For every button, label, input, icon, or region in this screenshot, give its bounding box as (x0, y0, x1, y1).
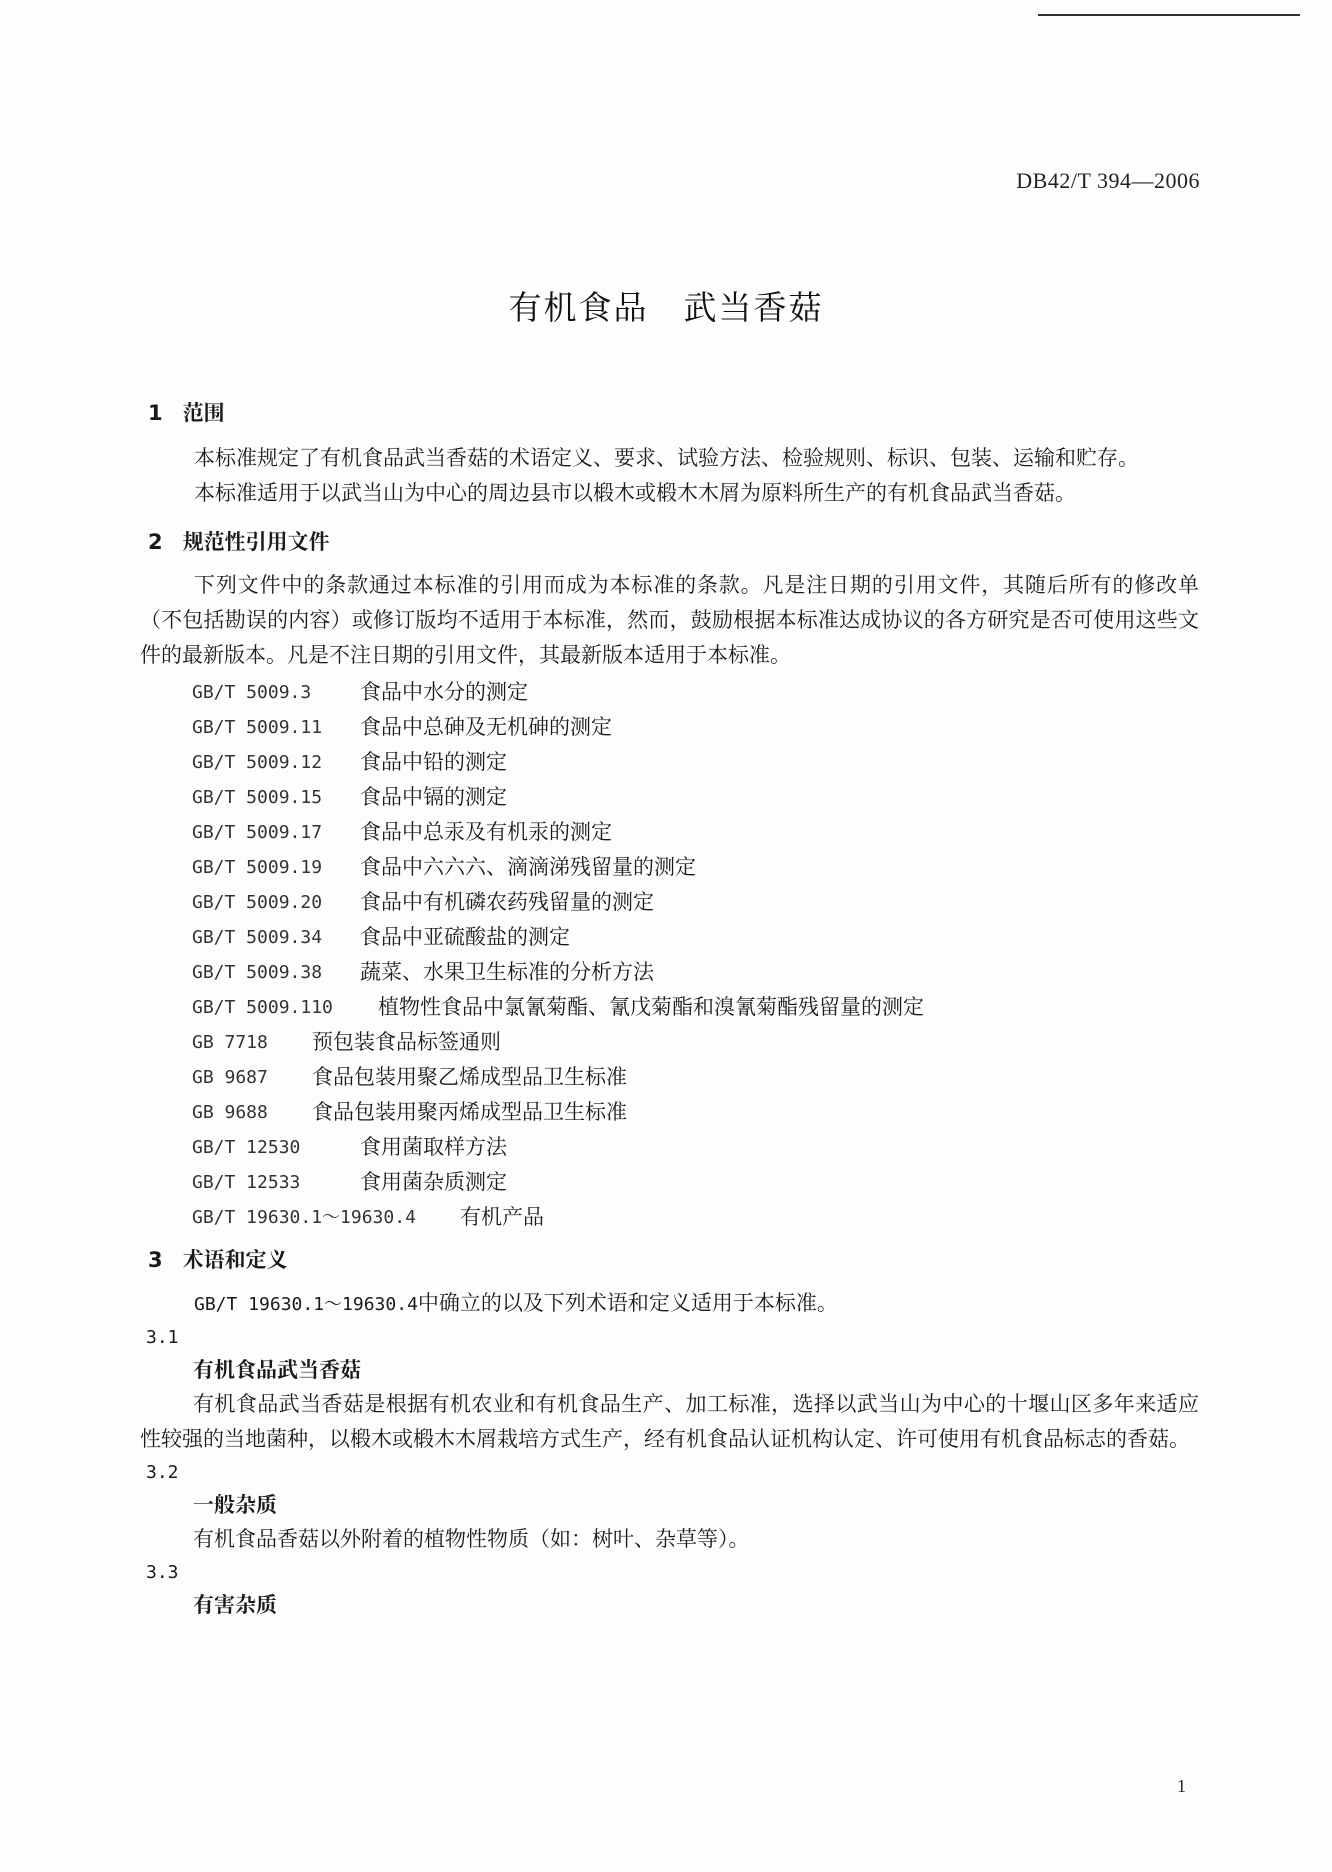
reference-code: GB/T 19630.1～19630.4 (192, 1207, 416, 1228)
header-rule (1038, 14, 1300, 16)
reference-code: GB/T 5009.110 (192, 997, 333, 1018)
document-title: 有机食品 武当香菇 (508, 288, 824, 327)
reference-code: GB 9687 (192, 1067, 268, 1088)
document-body (140, 396, 1199, 1622)
reference-item (192, 850, 1199, 885)
section-number: 2 (148, 530, 163, 554)
references-intro-paragraph: 下列文件中的条款通过本标准的引用而成为本标准的条款。凡是注日期的引用文件，其随后所有的修改单（不包括勘误的内容）或修订版均不适用于本标准，然而，鼓励根据本标准达成协议的各方研究是否可使用这些文件的最新版本。凡是不注日期的引用文件，其最新版本适用于本标准。 (140, 573, 1199, 667)
term-number: 3.2 (146, 1462, 179, 1483)
reference-title: 食品中镉的测定 (360, 785, 507, 809)
section-heading-terms-definitions (140, 1243, 1199, 1278)
term-name: 有机食品武当香菇 (193, 1358, 361, 1382)
reference-item (192, 920, 1199, 955)
term-definition: 有机食品武当香菇是根据有机农业和有机食品生产、加工标准，选择以武当山为中心的十堰山区多年来适应性较强的当地菌种，以椴木或椴木木屑栽培方式生产，经有机食品认证机构认定、许可使用有机食品标志的香菇。 (140, 1392, 1199, 1451)
reference-title: 食品中总砷及无机砷的测定 (360, 715, 612, 739)
scope-paragraph: 本标准规定了有机食品武当香菇的术语定义、要求、试验方法、检验规则、标识、包装、运输和贮存。 (194, 446, 1139, 470)
reference-code: GB/T 12530 (192, 1137, 301, 1158)
reference-item (192, 1060, 1199, 1095)
reference-title: 预包装食品标签通则 (312, 1030, 501, 1054)
term-number: 3.3 (146, 1562, 179, 1583)
reference-item (192, 1165, 1199, 1200)
reference-code: GB/T 5009.12 (192, 752, 323, 773)
standard-number: DB42/T 394—2006 (1016, 168, 1200, 193)
reference-item (192, 1130, 1199, 1165)
reference-code: GB 7718 (192, 1032, 268, 1053)
reference-code: GB/T 5009.38 (192, 962, 323, 983)
reference-code: GB/T 5009.19 (192, 857, 323, 878)
reference-item (192, 955, 1199, 990)
reference-title: 食品包装用聚乙烯成型品卫生标准 (312, 1065, 627, 1089)
reference-title: 食品包装用聚丙烯成型品卫生标准 (312, 1100, 627, 1124)
section-heading-normative-references (140, 525, 1199, 560)
reference-item (192, 710, 1199, 745)
reference-code: GB/T 5009.17 (192, 822, 323, 843)
page-number: 1 (1177, 1776, 1186, 1796)
terms-intro-code: GB/T 19630.1～19630.4 (194, 1294, 418, 1315)
reference-item (192, 885, 1199, 920)
reference-list (140, 675, 1199, 1235)
reference-title: 食品中总汞及有机汞的测定 (360, 820, 612, 844)
section-title: 规范性引用文件 (182, 530, 330, 554)
reference-title: 食品中水分的测定 (360, 680, 528, 704)
reference-item (192, 745, 1199, 780)
reference-item (192, 815, 1199, 850)
term-number: 3.1 (146, 1327, 179, 1348)
reference-item (192, 675, 1199, 710)
reference-item (192, 1025, 1199, 1060)
reference-item (192, 1095, 1199, 1130)
reference-code: GB/T 5009.34 (192, 927, 323, 948)
term-name: 有害杂质 (193, 1593, 277, 1617)
section-number: 3 (148, 1248, 163, 1272)
reference-item (192, 1200, 1199, 1235)
reference-title: 食品中铅的测定 (360, 750, 507, 774)
scope-paragraph: 本标准适用于以武当山为中心的周边县市以椴木或椴木木屑为原料所生产的有机食品武当香菇。 (194, 481, 1076, 505)
section-heading-scope (140, 396, 1199, 431)
reference-title: 食品中六六六、滴滴涕残留量的测定 (360, 855, 696, 879)
reference-item (192, 990, 1199, 1025)
reference-code: GB/T 5009.11 (192, 717, 323, 738)
reference-title: 食品中有机磷农药残留量的测定 (360, 890, 654, 914)
reference-code: GB/T 5009.20 (192, 892, 323, 913)
reference-code: GB/T 5009.15 (192, 787, 323, 808)
reference-title: 食品中亚硫酸盐的测定 (360, 925, 570, 949)
reference-title: 食用菌取样方法 (360, 1135, 507, 1159)
reference-code: GB/T 5009.3 (192, 682, 312, 703)
reference-item (192, 780, 1199, 815)
terms-intro-text: 中确立的以及下列术语和定义适用于本标准。 (417, 1291, 838, 1315)
section-title: 术语和定义 (182, 1248, 288, 1272)
reference-title: 植物性食品中氯氰菊酯、氰戊菊酯和溴氰菊酯残留量的测定 (378, 995, 924, 1019)
reference-title: 食用菌杂质测定 (360, 1170, 507, 1194)
reference-title: 有机产品 (460, 1205, 544, 1229)
reference-title: 蔬菜、水果卫生标准的分析方法 (360, 960, 654, 984)
section-title: 范围 (182, 401, 225, 425)
term-name: 一般杂质 (193, 1493, 277, 1517)
reference-code: GB/T 12533 (192, 1172, 301, 1193)
term-definition: 有机食品香菇以外附着的植物性物质（如：树叶、杂草等）。 (193, 1527, 750, 1551)
section-number: 1 (148, 401, 163, 425)
terms-intro-paragraph (140, 1286, 1199, 1322)
reference-code: GB 9688 (192, 1102, 268, 1123)
